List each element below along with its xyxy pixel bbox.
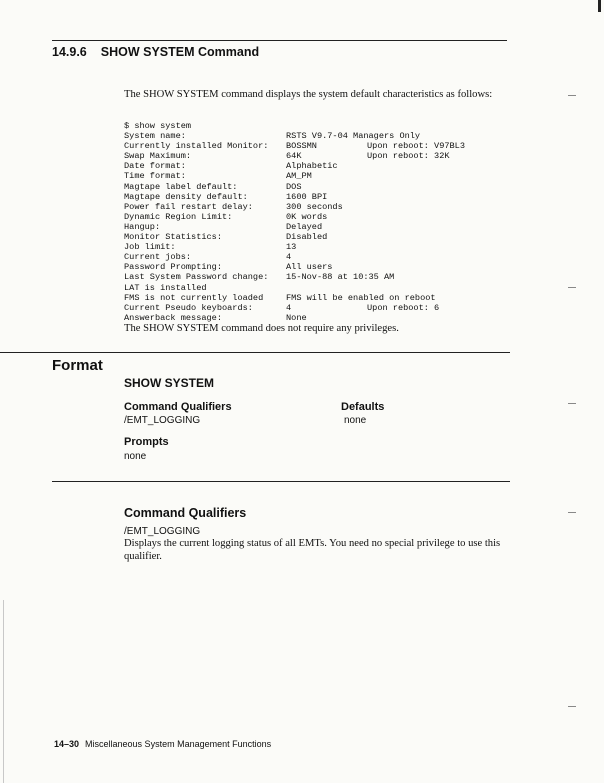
format-prompts-heading: Prompts (124, 436, 169, 448)
terminal-fms-row: FMS is not currently loaded FMS will be enabled on reboot (124, 292, 436, 303)
format-command: SHOW SYSTEM (124, 376, 215, 390)
format-prompts-value: none (124, 451, 147, 462)
section-heading (52, 45, 259, 59)
terminal-row (124, 161, 524, 171)
terminal-value: Delayed (286, 221, 323, 232)
terminal-row (124, 171, 524, 181)
terminal-value: 64K (286, 151, 302, 162)
margin-tick (568, 512, 576, 513)
terminal-rows (124, 131, 524, 282)
terminal-label: Hangup: (124, 221, 161, 232)
command-qualifiers-heading: Command Qualifiers (124, 506, 247, 520)
terminal-value: All users (286, 262, 333, 273)
terminal-row (124, 222, 524, 232)
qualifiers-rule (52, 481, 510, 482)
terminal-label: Job limit: (124, 242, 176, 253)
terminal-tail-row (124, 303, 524, 313)
terminal-row (124, 131, 524, 141)
terminal-output (124, 121, 524, 323)
page-corner-mark (598, 0, 601, 12)
terminal-row (124, 242, 524, 252)
terminal-value: Alphabetic (286, 161, 338, 172)
terminal-value: DOS (286, 181, 302, 192)
terminal-value: 13 (286, 242, 297, 253)
intro-paragraph: The SHOW SYSTEM command displays the system default characteristics as follows: (124, 89, 493, 100)
terminal-tail-value: Upon reboot: 6 (367, 302, 440, 313)
terminal-tail-label: Answerback message: (124, 312, 222, 323)
footer-title: Miscellaneous System Management Functions (85, 739, 272, 749)
terminal-row (124, 202, 524, 212)
terminal-tail-value: 4 (286, 302, 292, 313)
terminal-row (124, 252, 524, 262)
terminal-tail-label: Current Pseudo keyboards: (124, 302, 253, 313)
terminal-row (124, 192, 524, 202)
terminal-tail-value: None (286, 312, 307, 323)
format-defaults-heading: Defaults (341, 401, 385, 413)
terminal-label: Last System Password change: (124, 272, 269, 283)
terminal-value: 300 seconds (286, 201, 343, 212)
section-title: SHOW SYSTEM Command (100, 45, 260, 59)
terminal-value: Upon reboot: V97BL3 (367, 141, 465, 152)
terminal-row (124, 212, 524, 222)
footer-page-number: 14–30 (54, 739, 80, 749)
margin-tick (568, 287, 576, 288)
terminal-label: System name: (124, 131, 186, 142)
margin-tick (568, 95, 576, 96)
qualifier-description: Displays the current logging status of all EMTs. You need no special privilege to use this qualifier. (124, 538, 501, 562)
terminal-label: Swap Maximum: (124, 151, 192, 162)
terminal-value: 15-Nov-88 at 10:35 AM (286, 272, 395, 283)
terminal-value: 4 (286, 252, 292, 263)
margin-tick (568, 706, 576, 707)
terminal-value: 0K words (286, 211, 328, 222)
format-default: none (344, 415, 367, 426)
scan-margin-line (3, 600, 4, 783)
terminal-tail-row (124, 313, 524, 323)
privilege-note: The SHOW SYSTEM command does not require any privileges. (124, 323, 399, 334)
terminal-lat-line: LAT is installed (124, 282, 207, 293)
terminal-value: 1600 BPI (286, 191, 328, 202)
format-qualifiers-heading: Command Qualifiers (124, 401, 232, 413)
page-footer (54, 739, 271, 749)
terminal-label: Date format: (124, 161, 186, 172)
terminal-label: Time format: (124, 171, 186, 182)
terminal-label: Power fail restart delay: (124, 201, 253, 212)
terminal-label: Magtape label default: (124, 181, 238, 192)
terminal-command-line: $ show system (124, 121, 192, 131)
terminal-row (124, 262, 524, 272)
terminal-label: Password Prompting: (124, 262, 222, 273)
format-qualifier: /EMT_LOGGING (124, 415, 201, 426)
section-top-rule (52, 40, 507, 41)
terminal-label: Current jobs: (124, 252, 192, 263)
terminal-label: Currently installed Monitor: (124, 141, 269, 152)
terminal-value: Upon reboot: 32K (367, 151, 450, 162)
terminal-value: AM_PM (286, 171, 312, 182)
terminal-row (124, 232, 524, 242)
terminal-label: Dynamic Region Limit: (124, 211, 233, 222)
format-rule (0, 352, 510, 353)
terminal-row (124, 151, 524, 161)
section-number: 14.9.6 (52, 45, 87, 59)
terminal-value: RSTS V9.7-04 Managers Only (286, 131, 421, 142)
terminal-label: Magtape density default: (124, 191, 248, 202)
terminal-row (124, 272, 524, 282)
terminal-value: BOSSMN (286, 141, 317, 152)
terminal-tail-rows (124, 303, 524, 323)
margin-tick (568, 403, 576, 404)
format-heading: Format (52, 357, 103, 374)
terminal-label: Monitor Statistics: (124, 232, 222, 243)
terminal-value: Disabled (286, 232, 328, 243)
terminal-row (124, 141, 524, 151)
qualifier-name: /EMT_LOGGING (124, 526, 201, 537)
terminal-row (124, 182, 524, 192)
